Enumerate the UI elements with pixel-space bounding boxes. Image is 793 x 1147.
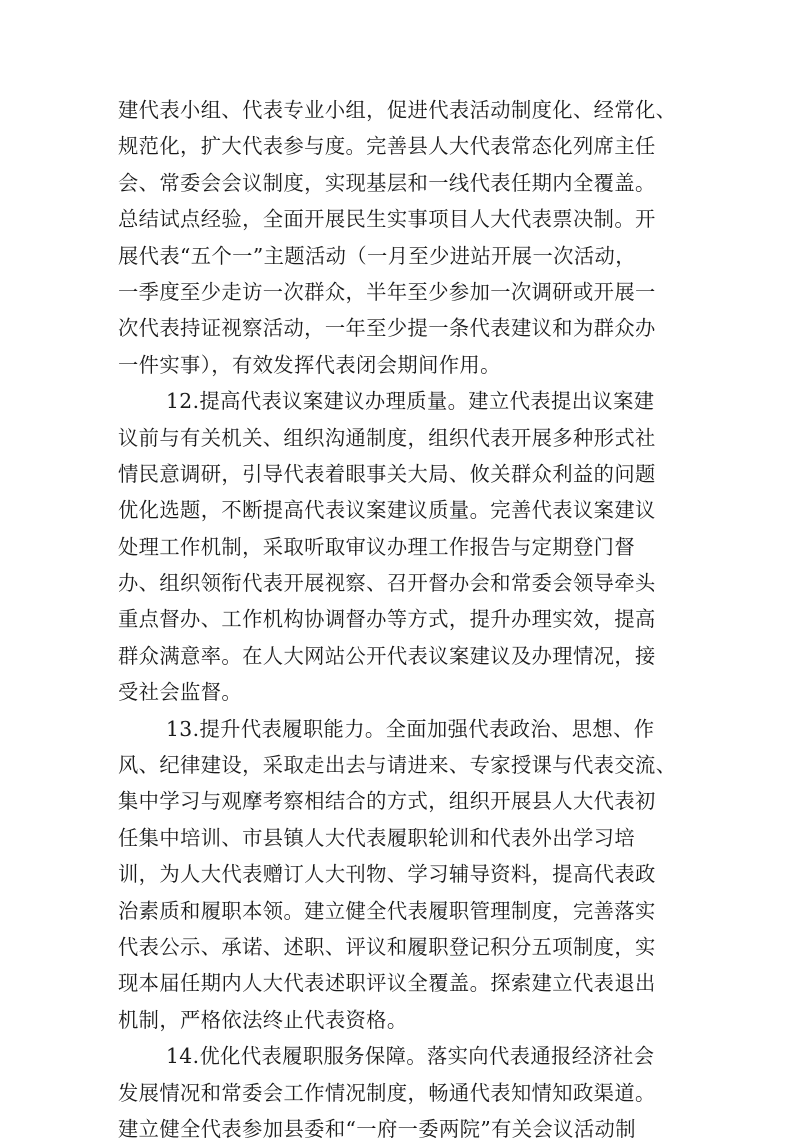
text-line: 处理工作机制，采取听取审议办理工作报告与定期登门督 — [118, 534, 636, 559]
text-line: 集中学习与观摩考察相结合的方式，组织开展县人大代表初 — [118, 789, 656, 814]
text-line: 训，为人大代表赠订人大刊物、学习辅导资料，提高代表政 — [118, 862, 656, 887]
text-line: 发展情况和常委会工作情况制度，畅通代表知情知政渠道。 — [118, 1080, 656, 1105]
text-line: 风、纪律建设，采取走出去与请进来、专家授课与代表交流、 — [118, 753, 677, 778]
text-line: 任集中培训、市县镇人大代表履职轮训和代表外出学习培 — [118, 825, 636, 850]
text-line: 总结试点经验，全面开展民生实事项目人大代表票决制。开 — [118, 207, 656, 232]
text-line: 机制，严格依法终止代表资格。 — [118, 1007, 408, 1032]
text-line: 重点督办、工作机构协调督办等方式，提升办理实效，提高 — [118, 607, 656, 632]
text-line: 优化选题，不断提高代表议案建议质量。完善代表议案建议 — [118, 498, 656, 523]
text-line: 代表公示、承诺、述职、评议和履职登记积分五项制度，实 — [118, 934, 656, 959]
text-line: 建代表小组、代表专业小组，促进代表活动制度化、经常化、 — [118, 98, 677, 122]
text-line: 展代表“五个一”主题活动（一月至少进站开展一次活动， — [118, 243, 636, 268]
document-page — [118, 92, 688, 1147]
text-line: 会、常委会会议制度，实现基层和一线代表任期内全覆盖。 — [118, 170, 656, 195]
text-line: 一件实事），有效发挥代表闭会期间作用。 — [118, 352, 501, 377]
text-line: 12.提高代表议案建议办理质量。建立代表提出议案建 — [166, 389, 655, 414]
text-line: 受社会监督。 — [118, 680, 243, 705]
text-line: 一季度至少走访一次群众，半年至少参加一次调研或开展一 — [118, 279, 656, 304]
text-line: 13.提升代表履职能力。全面加强代表政治、思想、作 — [166, 716, 655, 741]
text-line: 群众满意率。在人大网站公开代表议案建议及办理情况，接 — [118, 643, 656, 668]
text-line: 议前与有关机关、组织沟通制度，组织代表开展多种形式社 — [118, 425, 656, 450]
text-line: 次代表持证视察活动，一年至少提一条代表建议和为群众办 — [118, 316, 656, 341]
text-line: 14.优化代表履职服务保障。落实向代表通报经济社会 — [166, 1044, 655, 1069]
text-line: 规范化，扩大代表参与度。完善县人大代表常态化列席主任 — [118, 134, 656, 159]
text-line: 办、组织领衔代表开展视察、召开督办会和常委会领导牵头 — [118, 571, 656, 596]
text-line: 建立健全代表参加县委和“一府一委两院”有关会议活动制 — [118, 1116, 636, 1141]
text-line: 治素质和履职本领。建立健全代表履职管理制度，完善落实 — [118, 898, 656, 923]
text-line: 情民意调研，引导代表着眼事关大局、攸关群众利益的问题 — [118, 461, 656, 486]
text-line: 现本届任期内人大代表述职评议全覆盖。探索建立代表退出 — [118, 971, 656, 996]
